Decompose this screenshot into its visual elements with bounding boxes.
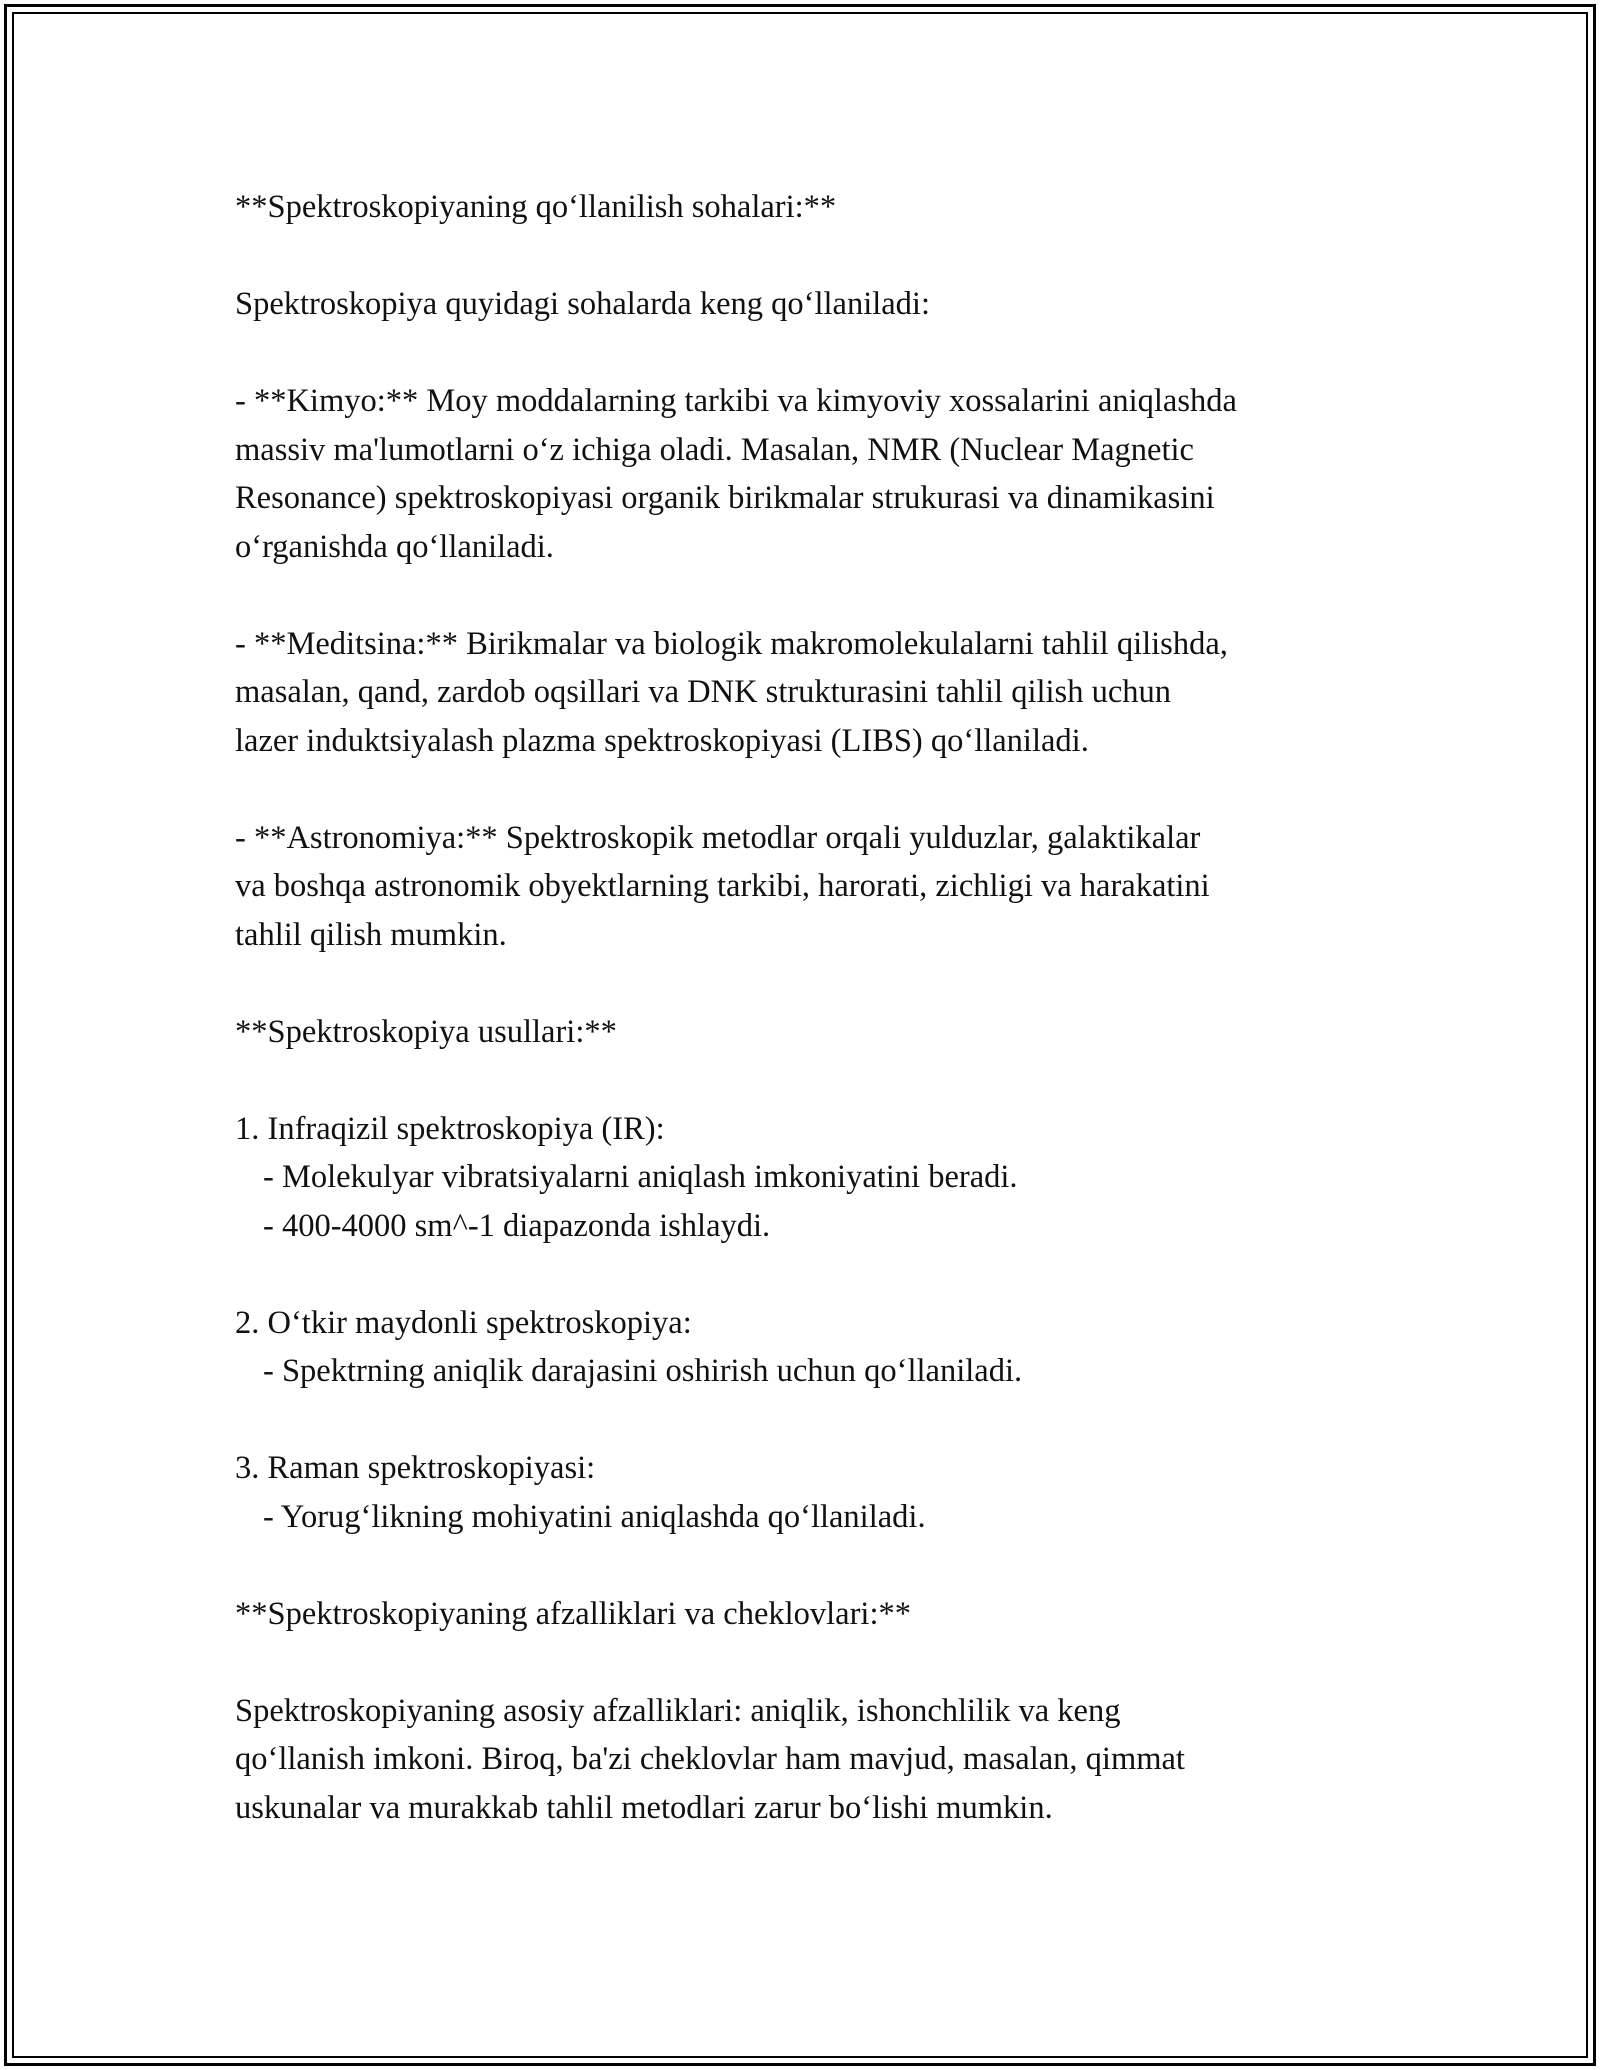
heading-pros-cons [235,1590,1395,1639]
method-sharp-item: - Spektrning aniqlik darajasini oshirish uchun qo‘llaniladi. [263,1353,1023,1389]
intro-paragraph [235,280,1395,329]
conclusion-paragraph [235,1687,1395,1833]
chemistry-paragraph [235,377,1395,571]
medicine-line: lazer induktsiyalash plazma spektroskopiyasi (LIBS) qo‘llaniladi. [235,722,1089,759]
astronomy-line: - **Astronomiya:** Spektroskopik metodlar orqali yulduzlar, galaktikalar [235,819,1201,856]
method-raman-block [235,1444,1395,1541]
medicine-line: - **Meditsina:** Birikmalar va biologik makromolekulalarni tahlil qilishda, [235,625,1228,662]
method-raman-title: 3. Raman spektroskopiyasi: [235,1450,596,1486]
intro-text: Spektroskopiya quyidagi sohalarda keng qo‘llaniladi: [235,286,930,322]
heading-methods [235,1008,1395,1057]
conclusion-line: uskunalar va murakkab tahlil metodlari zarur bo‘lishi mumkin. [235,1789,1053,1826]
method-ir-block [235,1105,1395,1251]
method-sharp-block [235,1299,1395,1396]
method-ir-item: - Molekulyar vibratsiyalarni aniqlash imkoniyatini beradi. [263,1159,1018,1195]
heading-methods-text: **Spektroskopiya usullari:** [235,1013,617,1050]
heading-pros-cons-text: **Spektroskopiyaning afzalliklari va cheklovlari:** [235,1595,911,1632]
medicine-paragraph [235,620,1395,766]
conclusion-line: qo‘llanish imkoni. Biroq, ba'zi cheklovlar ham mavjud, masalan, qimmat [235,1741,1185,1777]
astronomy-paragraph [235,814,1395,960]
heading-applications-text: **Spektroskopiyaning qo‘llanilish sohalari:** [235,189,837,225]
document-body [235,183,1395,1832]
method-ir-item: - 400-4000 sm^-1 diapazonda ishlaydi. [263,1207,771,1244]
astronomy-line: va boshqa astronomik obyektlarning tarkibi, harorati, zichligi va harakatini [235,868,1210,904]
astronomy-line: tahlil qilish mumkin. [235,916,507,953]
chemistry-line: - **Kimyo:** Moy moddalarning tarkibi va kimyoviy xossalarini aniqlashda [235,383,1237,419]
method-ir-title: 1. Infraqizil spektroskopiya (IR): [235,1110,665,1147]
chemistry-line: o‘rganishda qo‘llaniladi. [235,528,554,565]
heading-applications [235,183,1395,232]
chemistry-line: Resonance) spektroskopiyasi organik birikmalar strukurasi va dinamikasini [235,480,1215,516]
medicine-line: masalan, qand, zardob oqsillari va DNK strukturasini tahlil qilish uchun [235,674,1171,710]
method-sharp-title: 2. O‘tkir maydonli spektroskopiya: [235,1304,692,1341]
conclusion-line: Spektroskopiyaning asosiy afzalliklari: aniqlik, ishonchlilik va keng [235,1692,1121,1729]
chemistry-line: massiv ma'lumotlarni o‘z ichiga oladi. Masalan, NMR (Nuclear Magnetic [235,431,1194,468]
method-raman-item: - Yorug‘likning mohiyatini aniqlashda qo‘llaniladi. [263,1498,926,1535]
